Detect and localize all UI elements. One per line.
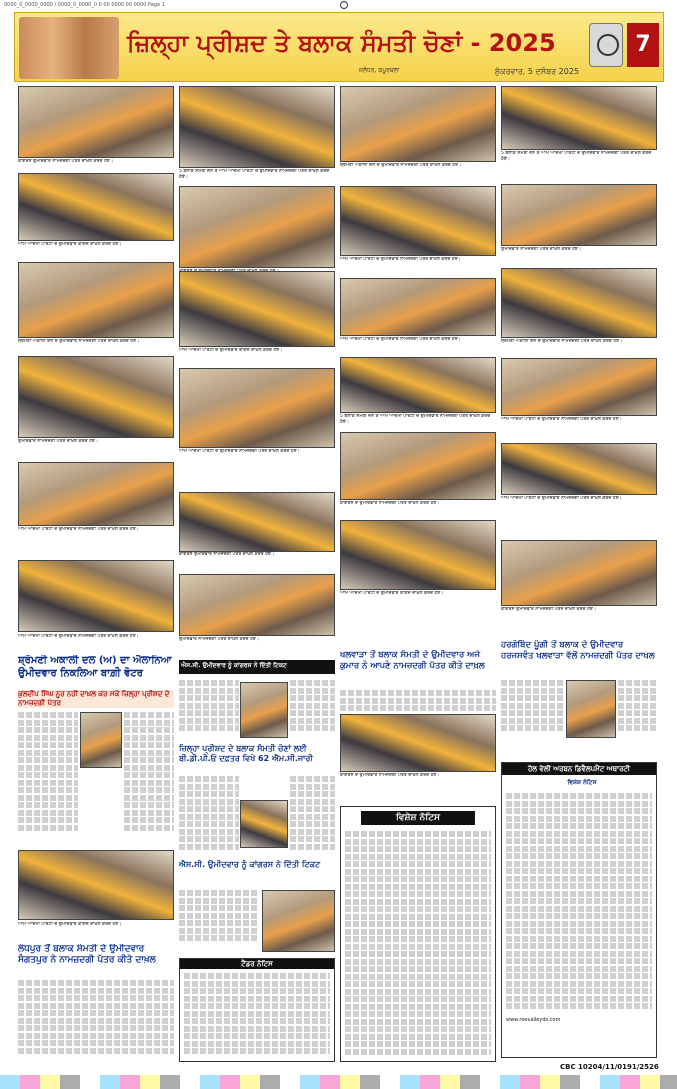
article-body [179, 680, 239, 740]
tender-notice [179, 958, 335, 1062]
photo-caption: ਕਾਂਗਰਸ ਦੇ ਉਮੀਦਵਾਰ ਨਾਮਜ਼ਦਗੀ ਪੱਤਰ ਦਾਖ਼ਲ ਕਰਦੇ ਹੋਏ। [340, 501, 440, 506]
candidate-portrait [566, 680, 616, 738]
authority-name: ਹੋਲ ਵੇਲੀ ਅਰਬਨ ਡਿਵੈਲਪਮੈਂਟ ਅਥਾਰਟੀ [502, 763, 656, 775]
photo-caption: ਸ਼੍ਰੋਮਣੀ ਅਕਾਲੀ ਦਲ ਦੇ ਉਮੀਦਵਾਰ ਨਾਮਜ਼ਦਗੀ ਪੱਤਰ ਦਾਖ਼ਲ ਕਰਦੇ ਹੋਏ। [340, 163, 462, 168]
photo-caption: ਉਮੀਦਵਾਰ ਨਾਮਜ਼ਦਗੀ ਪੱਤਰ ਦਾਖ਼ਲ ਕਰਦੇ ਹੋਏ। [18, 439, 99, 444]
photo-caption: ਕਾਂਗਰਸ ਉਮੀਦਵਾਰ ਨਾਮਜ਼ਦਗੀ ਪੱਤਰ ਦਾਖ਼ਲ ਕਰਦੇ ਹੋਏ। [18, 159, 114, 164]
page-banner [14, 12, 664, 82]
photo-caption: ਸ਼੍ਰੋਮਣੀ ਅਕਾਲੀ ਦਲ ਦੇ ਉਮੀਦਵਾਰ ਨਾਮਜ਼ਦਗੀ ਪੱਤਰ ਦਾਖ਼ਲ ਕਰਦੇ ਹੋਏ। [501, 339, 623, 344]
news-photo [340, 520, 496, 590]
article-headline: ਖਲਵਾੜਾ ਤੋਂ ਬਲਾਕ ਸੰਮਤੀ ਦੇ ਉਮੀਦਵਾਰ ਅਜੇ ਕੁਮਾਰ ਨੇ ਆਪਣੇ ਨਾਮਜ਼ਦਗੀ ਪੱਤਰ ਕੀਤੇ ਦਾਖ਼ਲ [340, 650, 485, 671]
news-photo [501, 540, 657, 606]
article-subheadline: ਕੁਲਦੀਪ ਸਿੰਘ ਨੂਰ ਨਹੀਂ ਦਾਖ਼ਲ ਕਰ ਸਕੇ ਜ਼ਿਲ੍ਹਾ ਪ੍ਰੀਸ਼ਦ ਦੇ ਨਾਮਜ਼ਦਗੀ ਪੱਤਰ [18, 690, 174, 708]
photo-caption: ਆਮ ਆਦਮੀ ਪਾਰਟੀ ਦੇ ਉਮੀਦਵਾਰ ਕਾਗਜ਼ ਦਾਖ਼ਲ ਕਰਦੇ ਹੋਏ। [18, 922, 122, 927]
news-photo [179, 186, 335, 268]
news-photo [340, 714, 496, 772]
dateline-date: ਸ਼ੁੱਕਰਵਾਰ, 5 ਦਸੰਬਰ 2025 [494, 67, 579, 76]
news-photo [340, 186, 496, 256]
news-photo [501, 268, 657, 338]
news-photo [18, 86, 174, 158]
photo-caption: ਆਮ ਆਦਮੀ ਪਾਰਟੀ ਦੇ ਉਮੀਦਵਾਰ ਨਾਮਜ਼ਦਗੀ ਪੱਤਰ ਦਾਖ਼ਲ ਕਰਦੇ ਹੋਏ। [18, 527, 139, 532]
tender-notice-title: ਟੈਂਡਰ ਨੋਟਿਸ [180, 959, 334, 969]
special-notice [340, 806, 496, 1062]
photo-caption: 5 ਬਲਾਕ ਸੰਮਤੀ ਜ਼ੋਨ ਤੋਂ ਆਮ ਆਦਮੀ ਪਾਰਟੀ ਦੇ ਉਮੀਦਵਾਰ ਨਾਮਜ਼ਦਗੀ ਪੱਤਰ ਦਾਖ਼ਲ ਕਰਦੇ ਹੋਏ। [179, 169, 330, 180]
article-body [18, 980, 174, 1060]
registration-mark-icon [340, 1, 348, 9]
voting-machine-icon [589, 23, 623, 67]
news-photo [262, 890, 335, 952]
news-photo [340, 357, 496, 413]
news-photo [501, 86, 657, 150]
dateline-place: ਜਲੰਧਰ, ਕਪੂਰਥਲਾ [359, 67, 400, 74]
photo-caption: ਉਮੀਦਵਾਰ ਨਾਮਜ਼ਦਗੀ ਪੱਤਰ ਦਾਖ਼ਲ ਕਰਦੇ ਹੋਏ। [501, 247, 582, 252]
article-headline: ਹਰਗੋਬਿੰਦ ਪੂੰਗੀ ਤੋਂ ਬਲਾਕ ਦੇ ਉਮੀਦਵਾਰ ਹਰਜਸਵੰਤ ਖਲਵਾੜਾ ਵੱਲੋਂ ਨਾਮਜ਼ਦਗੀ ਪੱਤਰ ਦਾਖਲ [501, 640, 655, 661]
article-body [618, 680, 657, 740]
news-photo [18, 173, 174, 241]
special-notice-title: ਵਿਸ਼ੇਸ਼ ਨੋਟਿਸ [361, 811, 475, 825]
photo-caption: ਕਾਂਗਰਸ ਉਮੀਦਵਾਰ ਨਾਮਜ਼ਦਗੀ ਪੱਤਰ ਦਾਖ਼ਲ ਕਰਦੇ ਹੋਏ। [501, 607, 597, 612]
photo-caption: ਆਮ ਆਦਮੀ ਪਾਰਟੀ ਦੇ ਉਮੀਦਵਾਰ ਨਾਮਜ਼ਦਗੀ ਪੱਤਰ ਦਾਖ਼ਲ ਕਰਦੇ ਹੋਏ। [340, 337, 461, 342]
news-photo [501, 184, 657, 246]
cbc-code: CBC 10204/11/0191/2526 [560, 1063, 659, 1071]
candidate-portrait [80, 712, 122, 768]
article-body [340, 690, 496, 712]
news-photo [501, 443, 657, 495]
article-headline: ਲੰਧਪੁਰ ਤੋਂ ਬਲਾਕ ਸੰਮਤੀ ਦੇ ਉਮੀਦਵਾਰ ਸੰਗਤਪੁਰ ਨੇ ਨਾਮਜ਼ਦਗੀ ਪੱਤਰ ਕੀਤੇ ਦਾਖ਼ਲ [18, 944, 156, 966]
special-notice-body [345, 831, 491, 1057]
photo-caption: 5 ਬਲਾਕ ਸੰਮਤੀ ਜ਼ੋਨ ਤੋਂ ਆਮ ਆਦਮੀ ਪਾਰਟੀ ਦੇ ਉਮੀਦਵਾਰ ਨਾਮਜ਼ਦਗੀ ਪੱਤਰ ਦਾਖ਼ਲ ਕਰਦੇ ਹੋਏ। [501, 151, 652, 162]
article-body [290, 680, 335, 740]
photo-caption: ਸ਼੍ਰੋਮਣੀ ਅਕਾਲੀ ਦਲ ਦੇ ਉਮੀਦਵਾਰ ਨਾਮਜ਼ਦਗੀ ਪੱਤਰ ਦਾਖ਼ਲ ਕਰਦੇ ਹੋਏ। [18, 339, 140, 344]
news-photo [179, 368, 335, 448]
photo-caption: ਆਮ ਆਦਮੀ ਪਾਰਟੀ ਦੇ ਉਮੀਦਵਾਰ ਕਾਗਜ਼ ਦਾਖ਼ਲ ਕਰਦੇ ਹੋਏ। [179, 348, 283, 353]
news-photo [501, 358, 657, 416]
article-body [18, 712, 78, 842]
photo-caption: ਆਮ ਆਦਮੀ ਪਾਰਟੀ ਦੇ ਉਮੀਦਵਾਰ ਨਾਮਜ਼ਦਗੀ ਪੱਤਰ ਦਾਖ਼ਲ ਕਰਦੇ ਹੋਏ। [179, 449, 300, 454]
news-photo [340, 432, 496, 500]
photo-caption: ਆਮ ਆਦਮੀ ਪਾਰਟੀ ਦੇ ਉਮੀਦਵਾਰ ਨਾਮਜ਼ਦਗੀ ਪੱਤਰ ਦਾਖ਼ਲ ਕਰਦੇ ਹੋਏ। [501, 496, 622, 501]
photo-caption: ਆਮ ਆਦਮੀ ਪਾਰਟੀ ਦੇ ਉਮੀਦਵਾਰ ਕਾਗਜ਼ ਦਾਖ਼ਲ ਕਰਦੇ ਹੋਏ। [18, 242, 122, 247]
page-title: ਜ਼ਿਲ੍ਹਾ ਪ੍ਰੀਸ਼ਦ ਤੇ ਬਲਾਕ ਸੰਮਤੀ ਚੋਣਾਂ - 2025 [127, 29, 556, 57]
leader-portraits [19, 17, 119, 79]
article-headline: ਐਸ.ਸੀ. ਉਮੀਦਵਾਰ ਨੂੰ ਕਾਂਗਰਸ ਨੇ ਦਿੱਤੀ ਟਿਕਟ [179, 660, 335, 674]
article-body [179, 890, 259, 950]
candidate-portrait [240, 682, 288, 738]
news-photo [18, 850, 174, 920]
news-photo [340, 278, 496, 336]
article-body [179, 776, 239, 856]
photo-caption: ਉਮੀਦਵਾਰ ਨਾਮਜ਼ਦਗੀ ਪੱਤਰ ਦਾਖ਼ਲ ਕਰਦੇ ਹੋਏ। [179, 637, 260, 642]
authority-notice-subtitle: ਵਿਸ਼ੇਸ਼ ਨੋਟਿਸ [567, 779, 597, 786]
photo-caption: ਆਮ ਆਦਮੀ ਪਾਰਟੀ ਦੇ ਉਮੀਦਵਾਰ ਕਾਗਜ਼ ਦਾਖ਼ਲ ਕਰਦੇ ਹੋਏ। [340, 591, 444, 596]
candidate-portrait [240, 800, 288, 848]
article-body [501, 680, 563, 740]
news-photo [18, 262, 174, 338]
print-registration-strip: 0000_0_0000_0000 / 0000_0_0000_0 0 00 0000 00 0000 Page 1 [4, 2, 165, 8]
news-photo [179, 574, 335, 636]
development-authority-notice [501, 762, 657, 1058]
photo-caption: ਕਾਂਗਰਸ ਉਮੀਦਵਾਰ ਨਾਮਜ਼ਦਗੀ ਪੱਤਰ ਦਾਖ਼ਲ ਕਰਦੇ ਹੋਏ। [179, 552, 275, 557]
article-body [124, 712, 174, 842]
photo-caption: ਆਮ ਆਦਮੀ ਪਾਰਟੀ ਦੇ ਉਮੀਦਵਾਰ ਨਾਮਜ਼ਦਗੀ ਪੱਤਰ ਦਾਖ਼ਲ ਕਰਦੇ ਹੋਏ। [340, 257, 461, 262]
news-photo [179, 271, 335, 347]
news-photo [340, 86, 496, 162]
authority-website: www.roevalleyds.com [506, 1017, 561, 1023]
article-body [290, 776, 335, 856]
photo-caption: ਆਮ ਆਦਮੀ ਪਾਰਟੀ ਦੇ ਉਮੀਦਵਾਰ ਨਾਮਜ਼ਦਗੀ ਪੱਤਰ ਦਾਖ਼ਲ ਕਰਦੇ ਹੋਏ। [501, 417, 622, 422]
news-photo [179, 86, 335, 168]
article-headline: ਸ਼੍ਰੋਮਣੀ ਅਕਾਲੀ ਦਲ (ਅ) ਦਾ ਐਲਾਨਿਆ ਉਮੀਦਵਾਰ ਨਿਕਲਿਆ ਬਾਗ਼ੀ ਵੋਟਰ [18, 655, 172, 679]
photo-caption: ਆਮ ਆਦਮੀ ਪਾਰਟੀ ਦੇ ਉਮੀਦਵਾਰ ਨਾਮਜ਼ਦਗੀ ਪੱਤਰ ਦਾਖ਼ਲ ਕਰਦੇ ਹੋਏ। [18, 634, 139, 639]
article-headline: ਐਸ.ਸੀ. ਉਮੀਦਵਾਰ ਨੂੰ ਕਾਂਗਰਸ ਨੇ ਦਿੱਤੀ ਟਿਕਟ [179, 860, 321, 869]
photo-caption: 5 ਬਲਾਕ ਸੰਮਤੀ ਜ਼ੋਨ ਤੋਂ ਆਮ ਆਦਮੀ ਪਾਰਟੀ ਦੇ ਉਮੀਦਵਾਰ ਨਾਮਜ਼ਦਗੀ ਪੱਤਰ ਦਾਖ਼ਲ ਕਰਦੇ ਹੋਏ। [340, 414, 491, 425]
news-photo [18, 560, 174, 632]
photo-caption: ਕਾਂਗਰਸ ਦੇ ਉਮੀਦਵਾਰ ਨਾਮਜ਼ਦਗੀ ਪੱਤਰ ਦਾਖ਼ਲ ਕਰਦੇ ਹੋਏ। [340, 773, 440, 778]
print-color-bar [0, 1075, 677, 1089]
news-photo [18, 356, 174, 438]
news-photo [179, 492, 335, 552]
article-headline: ਜ਼ਿਲ੍ਹਾ ਪ੍ਰੀਸ਼ਦ ਦੇ ਬਲਾਕ ਸੰਮਤੀ ਚੋਣਾਂ ਲਈ ਬੀ.ਡੀ.ਪੀ.ਓ ਦਫ਼ਤਰ ਵਿਖੇ 62 ਐਮ.ਸੀ.ਜਾਰੀ [179, 744, 313, 763]
authority-notice-body [506, 793, 652, 1013]
news-photo [18, 462, 174, 526]
tender-notice-body [184, 973, 330, 1057]
page-number: 7 [627, 23, 659, 67]
